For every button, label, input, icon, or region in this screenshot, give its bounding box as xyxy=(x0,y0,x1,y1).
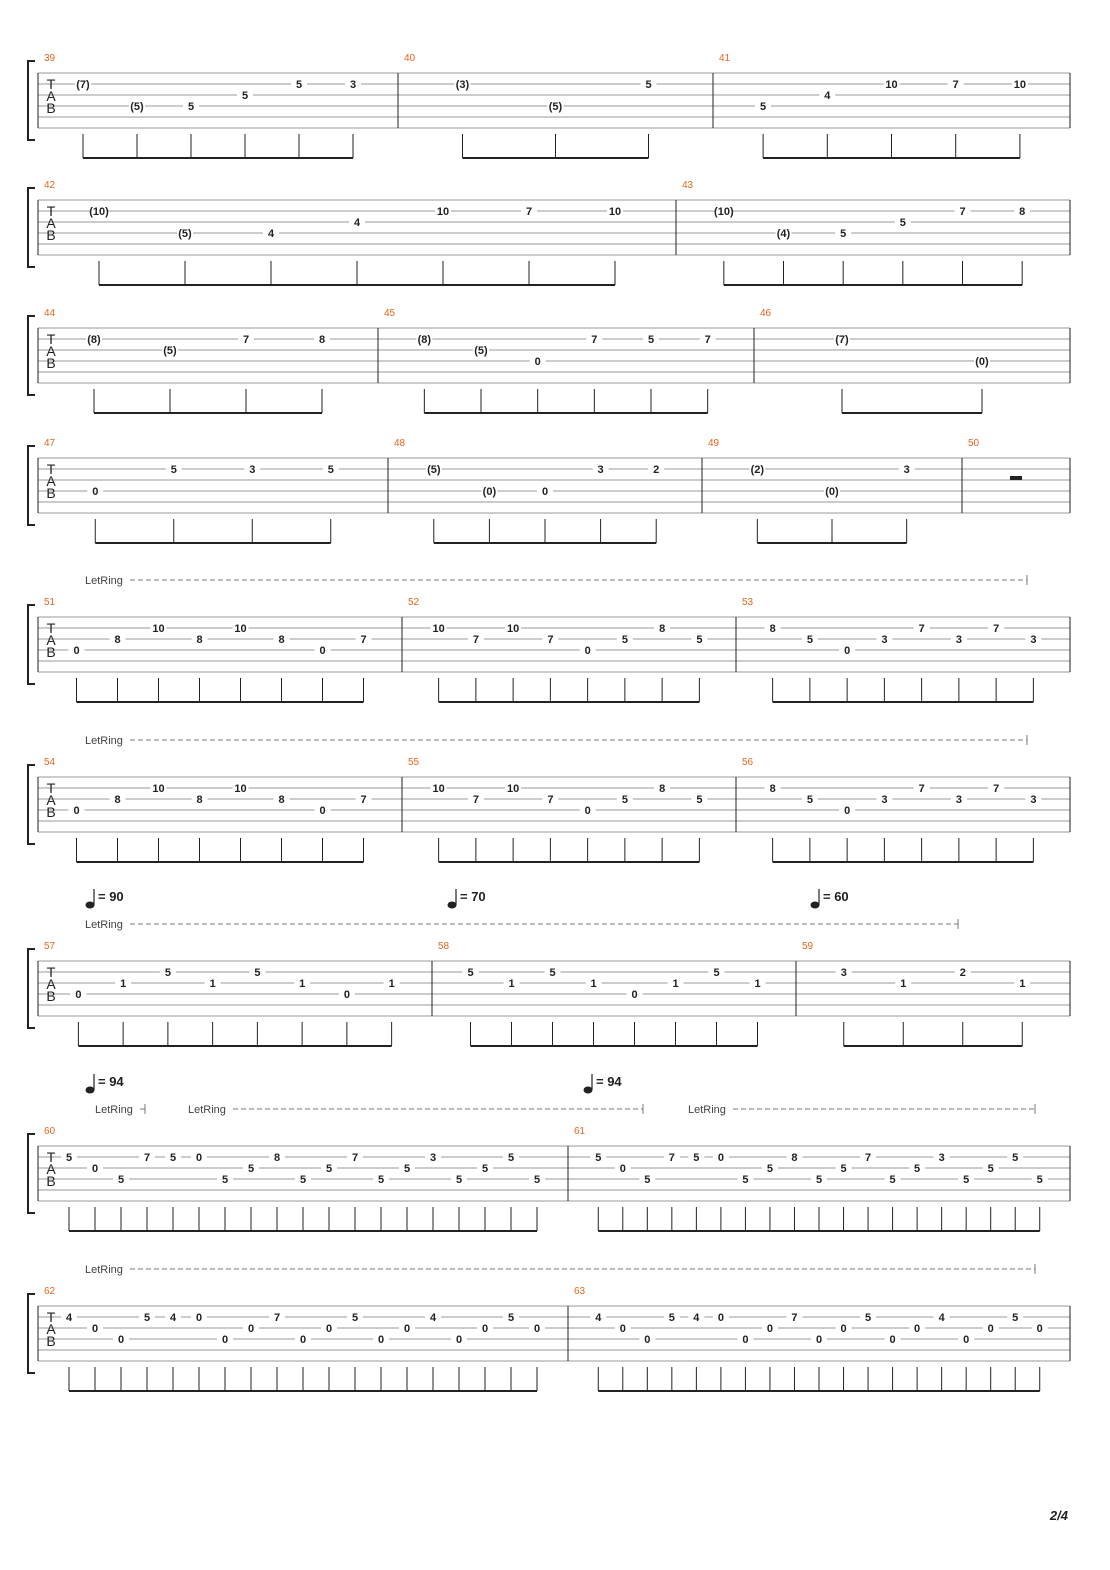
tab-clef-letter: A xyxy=(46,1321,56,1337)
measure-number: 55 xyxy=(408,757,420,768)
fret-number: 7 xyxy=(704,334,711,346)
tab-clef-letter: A xyxy=(46,473,56,489)
fret-number: 3 xyxy=(249,464,256,476)
fret-number: (0) xyxy=(975,356,989,368)
let-ring-label: LetRing xyxy=(85,735,123,747)
fret-number: 4 xyxy=(267,228,275,240)
tab-clef-letter: A xyxy=(46,1161,56,1177)
fret-number: 7 xyxy=(360,634,367,646)
fret-number: 10 xyxy=(436,206,450,218)
tab-clef-letter: T xyxy=(46,620,56,636)
fret-number: 5 xyxy=(889,1174,896,1186)
fret-number: 5 xyxy=(221,1174,229,1186)
fret-number: 5 xyxy=(840,1163,847,1175)
fret-number: 0 xyxy=(815,1334,823,1346)
tab-clef-letter: B xyxy=(46,227,56,243)
quarter-note-icon xyxy=(584,1087,593,1094)
fret-number: 1 xyxy=(299,978,306,990)
fret-number: 5 xyxy=(696,794,703,806)
fret-number: 0 xyxy=(319,645,326,657)
fret-number: 5 xyxy=(713,967,720,979)
fret-number: 1 xyxy=(900,978,907,990)
fret-number: 5 xyxy=(241,90,249,102)
fret-number: 3 xyxy=(349,79,357,91)
fret-number: 8 xyxy=(791,1152,798,1164)
fret-number: 0 xyxy=(481,1323,489,1335)
fret-number: 4 xyxy=(595,1312,602,1324)
fret-number: 5 xyxy=(507,1312,515,1324)
fret-number: (5) xyxy=(178,228,192,240)
fret-number: 5 xyxy=(899,217,906,229)
fret-number: 0 xyxy=(584,645,591,657)
fret-number: 5 xyxy=(621,794,628,806)
quarter-note-icon xyxy=(86,902,95,909)
measure-number: 52 xyxy=(408,597,420,608)
fret-number: 0 xyxy=(91,1323,99,1335)
quarter-note-icon xyxy=(811,902,820,909)
fret-number: 4 xyxy=(65,1312,73,1324)
fret-number: 0 xyxy=(766,1323,774,1335)
fret-number: 8 xyxy=(196,794,203,806)
fret-number: 8 xyxy=(278,634,285,646)
fret-number: 5 xyxy=(963,1174,970,1186)
fret-number: 8 xyxy=(769,783,776,795)
fret-number: 7 xyxy=(547,634,554,646)
system-bracket xyxy=(28,1294,35,1373)
fret-number: 5 xyxy=(647,334,655,346)
system-bracket xyxy=(28,605,35,684)
tab-clef-letter: T xyxy=(46,1149,56,1165)
fret-number: 10 xyxy=(432,783,445,795)
fret-number: 0 xyxy=(844,805,851,817)
tab-clef-letter: A xyxy=(46,976,56,992)
fret-number: 8 xyxy=(196,634,203,646)
fret-number: 5 xyxy=(645,79,652,91)
fret-number: 4 xyxy=(353,217,361,229)
measure-number: 60 xyxy=(44,1126,56,1137)
fret-number: 0 xyxy=(742,1334,749,1346)
fret-number: 7 xyxy=(993,783,1000,795)
fret-number: 0 xyxy=(541,486,549,498)
fret-number: 0 xyxy=(73,645,80,657)
measure-number: 48 xyxy=(394,438,406,449)
fret-number: 5 xyxy=(840,228,847,240)
let-ring-label: LetRing xyxy=(188,1104,226,1116)
fret-number: 5 xyxy=(377,1174,385,1186)
measure-number: 54 xyxy=(44,757,56,768)
fret-number: 7 xyxy=(668,1152,675,1164)
fret-number: 3 xyxy=(429,1152,437,1164)
fret-number: 0 xyxy=(221,1334,229,1346)
fret-number: 5 xyxy=(247,1163,255,1175)
fret-number: 10 xyxy=(885,79,898,91)
system-bracket xyxy=(28,1134,35,1213)
fret-number: 0 xyxy=(644,1334,651,1346)
fret-number: 5 xyxy=(806,794,813,806)
fret-number: 0 xyxy=(963,1334,970,1346)
fret-number: 5 xyxy=(766,1163,774,1175)
fret-number: 7 xyxy=(918,623,925,635)
fret-number: 7 xyxy=(351,1152,359,1164)
system-bracket xyxy=(28,949,35,1028)
measure-number: 56 xyxy=(742,757,754,768)
fret-number: 0 xyxy=(195,1152,203,1164)
fret-number: 0 xyxy=(889,1334,896,1346)
fret-number: (7) xyxy=(835,334,849,346)
fret-number: 1 xyxy=(120,978,127,990)
fret-number: 5 xyxy=(187,101,195,113)
measure-number: 53 xyxy=(742,597,754,608)
tab-clef-letter: T xyxy=(46,780,56,796)
fret-number: 5 xyxy=(143,1312,151,1324)
fret-number: (8) xyxy=(417,334,432,346)
tab-clef-letter: T xyxy=(46,964,56,980)
fret-number: 5 xyxy=(864,1312,872,1324)
fret-number: 1 xyxy=(754,978,761,990)
fret-number: 3 xyxy=(903,464,910,476)
fret-number: 0 xyxy=(377,1334,385,1346)
fret-number: 0 xyxy=(533,1323,541,1335)
fret-number: 5 xyxy=(760,101,767,113)
measure-number: 49 xyxy=(708,438,720,449)
fret-number: (3) xyxy=(455,79,470,91)
fret-number: 7 xyxy=(547,794,554,806)
fret-number: 10 xyxy=(608,206,622,218)
tab-clef-letter: B xyxy=(46,1173,56,1189)
measure-number: 43 xyxy=(682,180,694,191)
fret-number: (7) xyxy=(76,79,90,91)
fret-number: 5 xyxy=(987,1163,994,1175)
fret-number: 8 xyxy=(1019,206,1026,218)
fret-number: (2) xyxy=(750,464,765,476)
fret-number: 5 xyxy=(169,1152,177,1164)
fret-number: 0 xyxy=(619,1323,626,1335)
tab-clef-letter: T xyxy=(46,461,56,477)
fret-number: 0 xyxy=(717,1312,724,1324)
system-bracket xyxy=(28,61,35,140)
tab-clef-letter: B xyxy=(46,485,56,501)
fret-number: 5 xyxy=(507,1152,515,1164)
fret-number: 7 xyxy=(918,783,925,795)
measure-number: 44 xyxy=(44,308,56,319)
fret-number: 0 xyxy=(117,1334,125,1346)
fret-number: 8 xyxy=(659,623,666,635)
fret-number: (5) xyxy=(474,345,488,357)
measure-number: 41 xyxy=(719,53,731,64)
measure-number: 62 xyxy=(44,1286,56,1297)
fret-number: 1 xyxy=(209,978,216,990)
tempo-marking: = 94 xyxy=(596,1074,622,1089)
tab-clef-letter: T xyxy=(46,331,56,347)
fret-number: 7 xyxy=(525,206,533,218)
fret-number: 3 xyxy=(881,794,888,806)
fret-number: 0 xyxy=(92,486,99,498)
tab-clef-letter: T xyxy=(46,203,56,219)
fret-number: (5) xyxy=(130,101,144,113)
fret-number: 8 xyxy=(273,1152,281,1164)
fret-number: 7 xyxy=(791,1312,798,1324)
measure-number: 59 xyxy=(802,941,814,952)
fret-number: 0 xyxy=(1036,1323,1043,1335)
page-number: 2/4 xyxy=(1049,1508,1068,1523)
fret-number: 5 xyxy=(815,1174,823,1186)
tab-clef-letter: B xyxy=(46,100,56,116)
fret-number: 0 xyxy=(299,1334,307,1346)
measure-number: 63 xyxy=(574,1286,586,1297)
fret-number: 10 xyxy=(234,783,247,795)
fret-number: 5 xyxy=(481,1163,489,1175)
fret-number: 0 xyxy=(343,989,350,1001)
fret-number: 1 xyxy=(590,978,597,990)
fret-number: 4 xyxy=(169,1312,177,1324)
fret-number: 3 xyxy=(597,464,604,476)
fret-number: 3 xyxy=(881,634,888,646)
tab-clef-letter: B xyxy=(46,988,56,1004)
tab-clef-letter: A xyxy=(46,792,56,808)
fret-number: 7 xyxy=(864,1152,872,1164)
tab-clef-letter: A xyxy=(46,215,56,231)
fret-number: 8 xyxy=(114,794,121,806)
fret-number: 0 xyxy=(584,805,591,817)
fret-number: 0 xyxy=(73,805,80,817)
fret-number: 8 xyxy=(318,334,326,346)
fret-number: 0 xyxy=(717,1152,724,1164)
fret-number: 10 xyxy=(1013,79,1027,91)
fret-number: 8 xyxy=(278,794,285,806)
tempo-marking: = 94 xyxy=(98,1074,124,1089)
fret-number: 7 xyxy=(360,794,367,806)
fret-number: 3 xyxy=(955,634,962,646)
fret-number: 5 xyxy=(170,464,177,476)
tab-clef-letter: B xyxy=(46,644,56,660)
fret-number: 5 xyxy=(327,464,334,476)
fret-number: 0 xyxy=(75,989,82,1001)
fret-number: (10) xyxy=(89,206,109,218)
fret-number: 8 xyxy=(114,634,121,646)
measure-number: 51 xyxy=(44,597,56,608)
fret-number: 0 xyxy=(840,1323,847,1335)
fret-number: 0 xyxy=(987,1323,994,1335)
fret-number: 0 xyxy=(325,1323,333,1335)
measure-number: 42 xyxy=(44,180,56,191)
fret-number: 10 xyxy=(152,623,165,635)
measure-number: 45 xyxy=(384,308,396,319)
fret-number: 8 xyxy=(659,783,666,795)
tab-clef-letter: B xyxy=(46,1333,56,1349)
measure-number: 61 xyxy=(574,1126,586,1137)
fret-number: 0 xyxy=(844,645,851,657)
fret-number: 5 xyxy=(455,1174,463,1186)
fret-number: 5 xyxy=(351,1312,359,1324)
fret-number: 7 xyxy=(273,1312,281,1324)
fret-number: 10 xyxy=(507,783,520,795)
fret-number: 5 xyxy=(595,1152,602,1164)
fret-number: 10 xyxy=(152,783,165,795)
measure-number: 50 xyxy=(968,438,980,449)
fret-number: 0 xyxy=(403,1323,411,1335)
fret-number: (5) xyxy=(427,464,441,476)
fret-number: 4 xyxy=(429,1312,437,1324)
fret-number: 5 xyxy=(467,967,474,979)
fret-number: (5) xyxy=(548,101,563,113)
fret-number: 0 xyxy=(455,1334,463,1346)
tab-clef-letter: B xyxy=(46,355,56,371)
fret-number: 5 xyxy=(403,1163,411,1175)
fret-number: 5 xyxy=(1012,1312,1019,1324)
fret-number: 7 xyxy=(993,623,1000,635)
system-bracket xyxy=(28,765,35,844)
quarter-note-icon xyxy=(86,1087,95,1094)
tab-clef-letter: B xyxy=(46,804,56,820)
fret-number: 5 xyxy=(299,1174,307,1186)
fret-number: 2 xyxy=(959,967,966,979)
tab-clef-letter: A xyxy=(46,343,56,359)
fret-number: (10) xyxy=(714,206,734,218)
fret-number: 1 xyxy=(1019,978,1026,990)
fret-number: 7 xyxy=(959,206,966,218)
measure-number: 58 xyxy=(438,941,450,952)
fret-number: 5 xyxy=(325,1163,333,1175)
let-ring-label: LetRing xyxy=(85,919,123,931)
tempo-marking: = 70 xyxy=(460,889,486,904)
fret-number: 10 xyxy=(432,623,445,635)
let-ring-label: LetRing xyxy=(688,1104,726,1116)
system-bracket xyxy=(28,188,35,267)
fret-number: 0 xyxy=(195,1312,203,1324)
fret-number: (5) xyxy=(163,345,177,357)
fret-number: 8 xyxy=(769,623,776,635)
system-bracket xyxy=(28,446,35,525)
fret-number: 3 xyxy=(938,1152,945,1164)
fret-number: 4 xyxy=(693,1312,700,1324)
fret-number: 5 xyxy=(533,1174,541,1186)
fret-number: 0 xyxy=(619,1163,626,1175)
fret-number: 5 xyxy=(549,967,556,979)
fret-number: 7 xyxy=(242,334,250,346)
let-ring-label: LetRing xyxy=(85,575,123,587)
fret-number: 3 xyxy=(840,967,847,979)
fret-number: (0) xyxy=(825,486,839,498)
tab-clef-letter: T xyxy=(46,1309,56,1325)
fret-number: 3 xyxy=(955,794,962,806)
tempo-marking: = 90 xyxy=(98,889,124,904)
fret-number: 7 xyxy=(591,334,598,346)
fret-number: 2 xyxy=(653,464,660,476)
fret-number: 5 xyxy=(295,79,303,91)
fret-number: 7 xyxy=(472,794,479,806)
fret-number: 5 xyxy=(254,967,261,979)
fret-number: 5 xyxy=(1036,1174,1043,1186)
tempo-marking: = 60 xyxy=(823,889,849,904)
whole-rest xyxy=(1010,476,1022,480)
measure-number: 57 xyxy=(44,941,56,952)
fret-number: (8) xyxy=(87,334,101,346)
fret-number: 5 xyxy=(117,1174,125,1186)
tab-clef-letter: A xyxy=(46,88,56,104)
fret-number: 3 xyxy=(1030,794,1037,806)
fret-number: 7 xyxy=(952,79,959,91)
measure-number: 40 xyxy=(404,53,416,64)
fret-number: 1 xyxy=(672,978,679,990)
fret-number: (4) xyxy=(776,228,791,240)
fret-number: 5 xyxy=(806,634,813,646)
fret-number: 5 xyxy=(914,1163,921,1175)
tab-clef-letter: T xyxy=(46,76,56,92)
measure-number: 39 xyxy=(44,53,56,64)
fret-number: 5 xyxy=(164,967,171,979)
fret-number: 5 xyxy=(696,634,703,646)
fret-number: 5 xyxy=(621,634,628,646)
fret-number: 1 xyxy=(388,978,395,990)
fret-number: 3 xyxy=(1030,634,1037,646)
fret-number: 0 xyxy=(534,356,541,368)
fret-number: 0 xyxy=(631,989,638,1001)
fret-number: 0 xyxy=(247,1323,255,1335)
fret-number: 0 xyxy=(319,805,326,817)
fret-number: 4 xyxy=(824,90,831,102)
fret-number: 7 xyxy=(472,634,479,646)
measure-number: 46 xyxy=(760,308,772,319)
quarter-note-icon xyxy=(448,902,457,909)
measure-number: 47 xyxy=(44,438,56,449)
fret-number: 0 xyxy=(914,1323,921,1335)
fret-number: 5 xyxy=(693,1152,700,1164)
fret-number: 5 xyxy=(644,1174,651,1186)
fret-number: 5 xyxy=(668,1312,675,1324)
let-ring-label: LetRing xyxy=(85,1264,123,1276)
fret-number: 4 xyxy=(938,1312,945,1324)
fret-number: 0 xyxy=(91,1163,99,1175)
tab-clef-letter: A xyxy=(46,632,56,648)
fret-number: 10 xyxy=(507,623,520,635)
fret-number: 5 xyxy=(1012,1152,1019,1164)
fret-number: 10 xyxy=(234,623,247,635)
fret-number: 7 xyxy=(143,1152,151,1164)
fret-number: 5 xyxy=(742,1174,749,1186)
system-bracket xyxy=(28,316,35,395)
fret-number: 5 xyxy=(65,1152,73,1164)
fret-number: (0) xyxy=(482,486,497,498)
fret-number: 1 xyxy=(508,978,515,990)
let-ring-label: LetRing xyxy=(95,1104,133,1116)
